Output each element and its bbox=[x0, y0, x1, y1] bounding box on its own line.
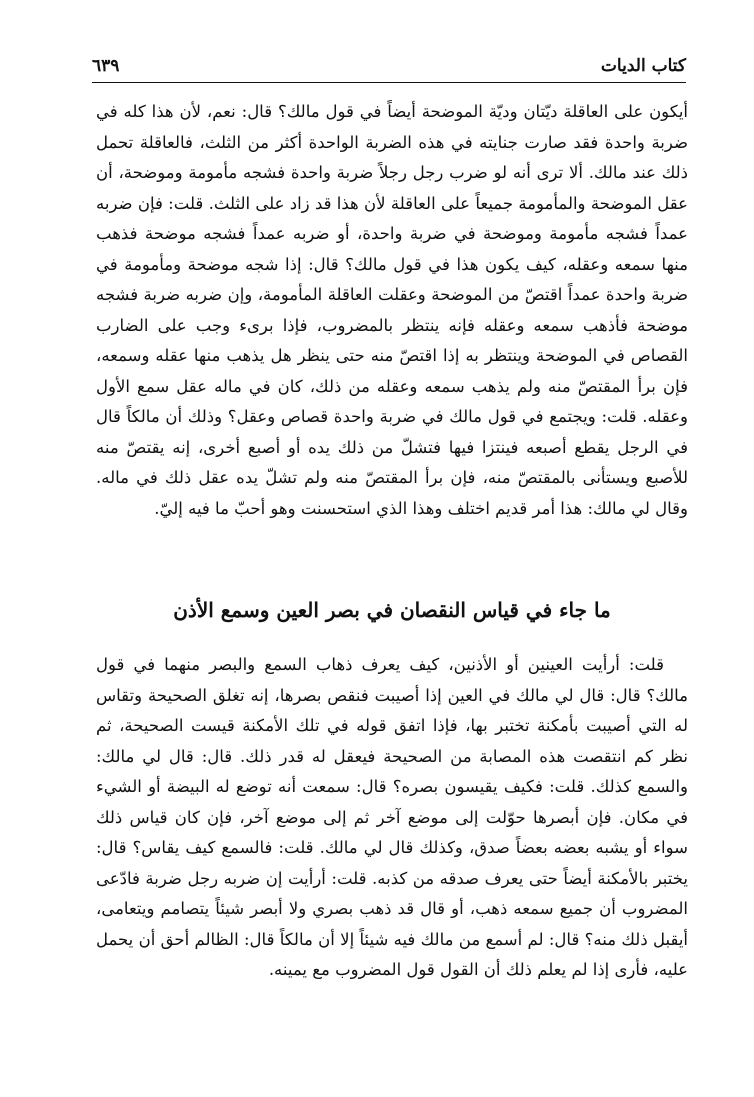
section-heading: ما جاء في قياس النقصان في بصر العين وسمع الأذن bbox=[173, 598, 611, 622]
page-number: ٦٣٩ bbox=[92, 56, 120, 76]
running-header bbox=[92, 56, 686, 83]
book-title: كتاب الديات bbox=[600, 56, 686, 76]
body-paragraph-section: قلت: أرأيت العينين أو الأذنين، كيف يعرف ذهاب السمع والبصر منهما في قول مالك؟ قال: قال لي مالك في العين إذا أصيبت فنقص بصرها، إنه تغلق الصحيحة وتقاس له التي أصيبت بأمكنة تختبر بها، فإذا اتفق قوله في تلك الأمكنة قيست الصحيحة، ثم نظر كم انتقصت هذه المصابة من الصحيحة فيعقل له قدر ذلك. قال: قال لي مالك: والسمع كذلك. قلت: فكيف يقيسون بصره؟ قال: سمعت أنه توضع له البيضة أو الشيء في مكان. فإن أبصرها حوّلت إلى موضع آخر ثم إلى موضع آخر، فإن كان قياس ذلك سواء أو يشبه بعضه بعضاً صدق، وكذلك قال لي مالك. قلت: فالسمع كيف يقاس؟ قال: يختبر بالأمكنة أيضاً حتى يعرف صدقه من كذبه. قلت: أرأيت إن ضربه رجل ضربة فادّعى المضروب أن جميع سمعه ذهب، أو قال قد ذهب بصري ولا أبصر شيئاً يتصامم ويتعامى، أيقبل ذلك منه؟ قال: لم أسمع من مالك فيه شيئاً إلا أن مالكاً قال: الظالم أحق أن يحمل عليه، فأرى إذا لم يعلم ذلك أن القول قول المضروب مع يمينه. bbox=[96, 655, 688, 979]
body-paragraph-continuation: أيكون على العاقلة ديّتان وديّة الموضحة أيضاً في قول مالك؟ قال: نعم، لأن هذا كله في ضربة واحدة فقد صارت جنايته في هذه الضربة الواحدة أكثر من الثلث، فالعاقلة تحمل ذلك عند مالك. ألا ترى أنه لو ضرب رجل رجلاً ضربة واحدة فشجه مأمومة وموضحة، أن عقل الموضحة والمأمومة جميعاً على العاقلة لأن هذا قد زاد على الثلث. قلت: فإن ضربه عمداً فشجه مأمومة وموضحة في ضربة واحدة، أو ضربه عمداً فشجه موضحة فذهب منها سمعه وعقله، كيف يكون هذا في قول مالك؟ قال: إذا شجه موضحة ومأمومة في ضربة واحدة عمداً اقتصّ من الموضحة وعقلت العاقلة المأمومة، وإن ضربه ضربة فشجه موضحة فأذهب سمعه وعقله فإنه ينتظر بالمضروب، فإذا برىء وجب على الضارب القصاص في الموضحة وينتظر به إذا اقتصّ منه حتى ينظر هل يذهب منها عقله وسمعه، فإن برأ المقتصّ منه ولم يذهب سمعه وعقله من ذلك، كان في ماله عقل سمع الأول وعقله. قلت: ويجتمع في قول مالك في ضربة واحدة قصاص وعقل؟ وذلك أن مالكاً قال في الرجل يقطع أصبعه فينتزا فيها فتشلّ من ذلك يده أو أصبع أخرى، إنه يقتصّ منه للأصبع ويستأنى بالمقتصّ منه، فإن برأ المقتصّ منه ولم تشلّ يده عقل ذلك في ماله. وقال لي مالك: هذا أمر قديم اختلف وهذا الذي استحسنت وهو أحبّ ما فيه إليّ. bbox=[96, 102, 688, 518]
